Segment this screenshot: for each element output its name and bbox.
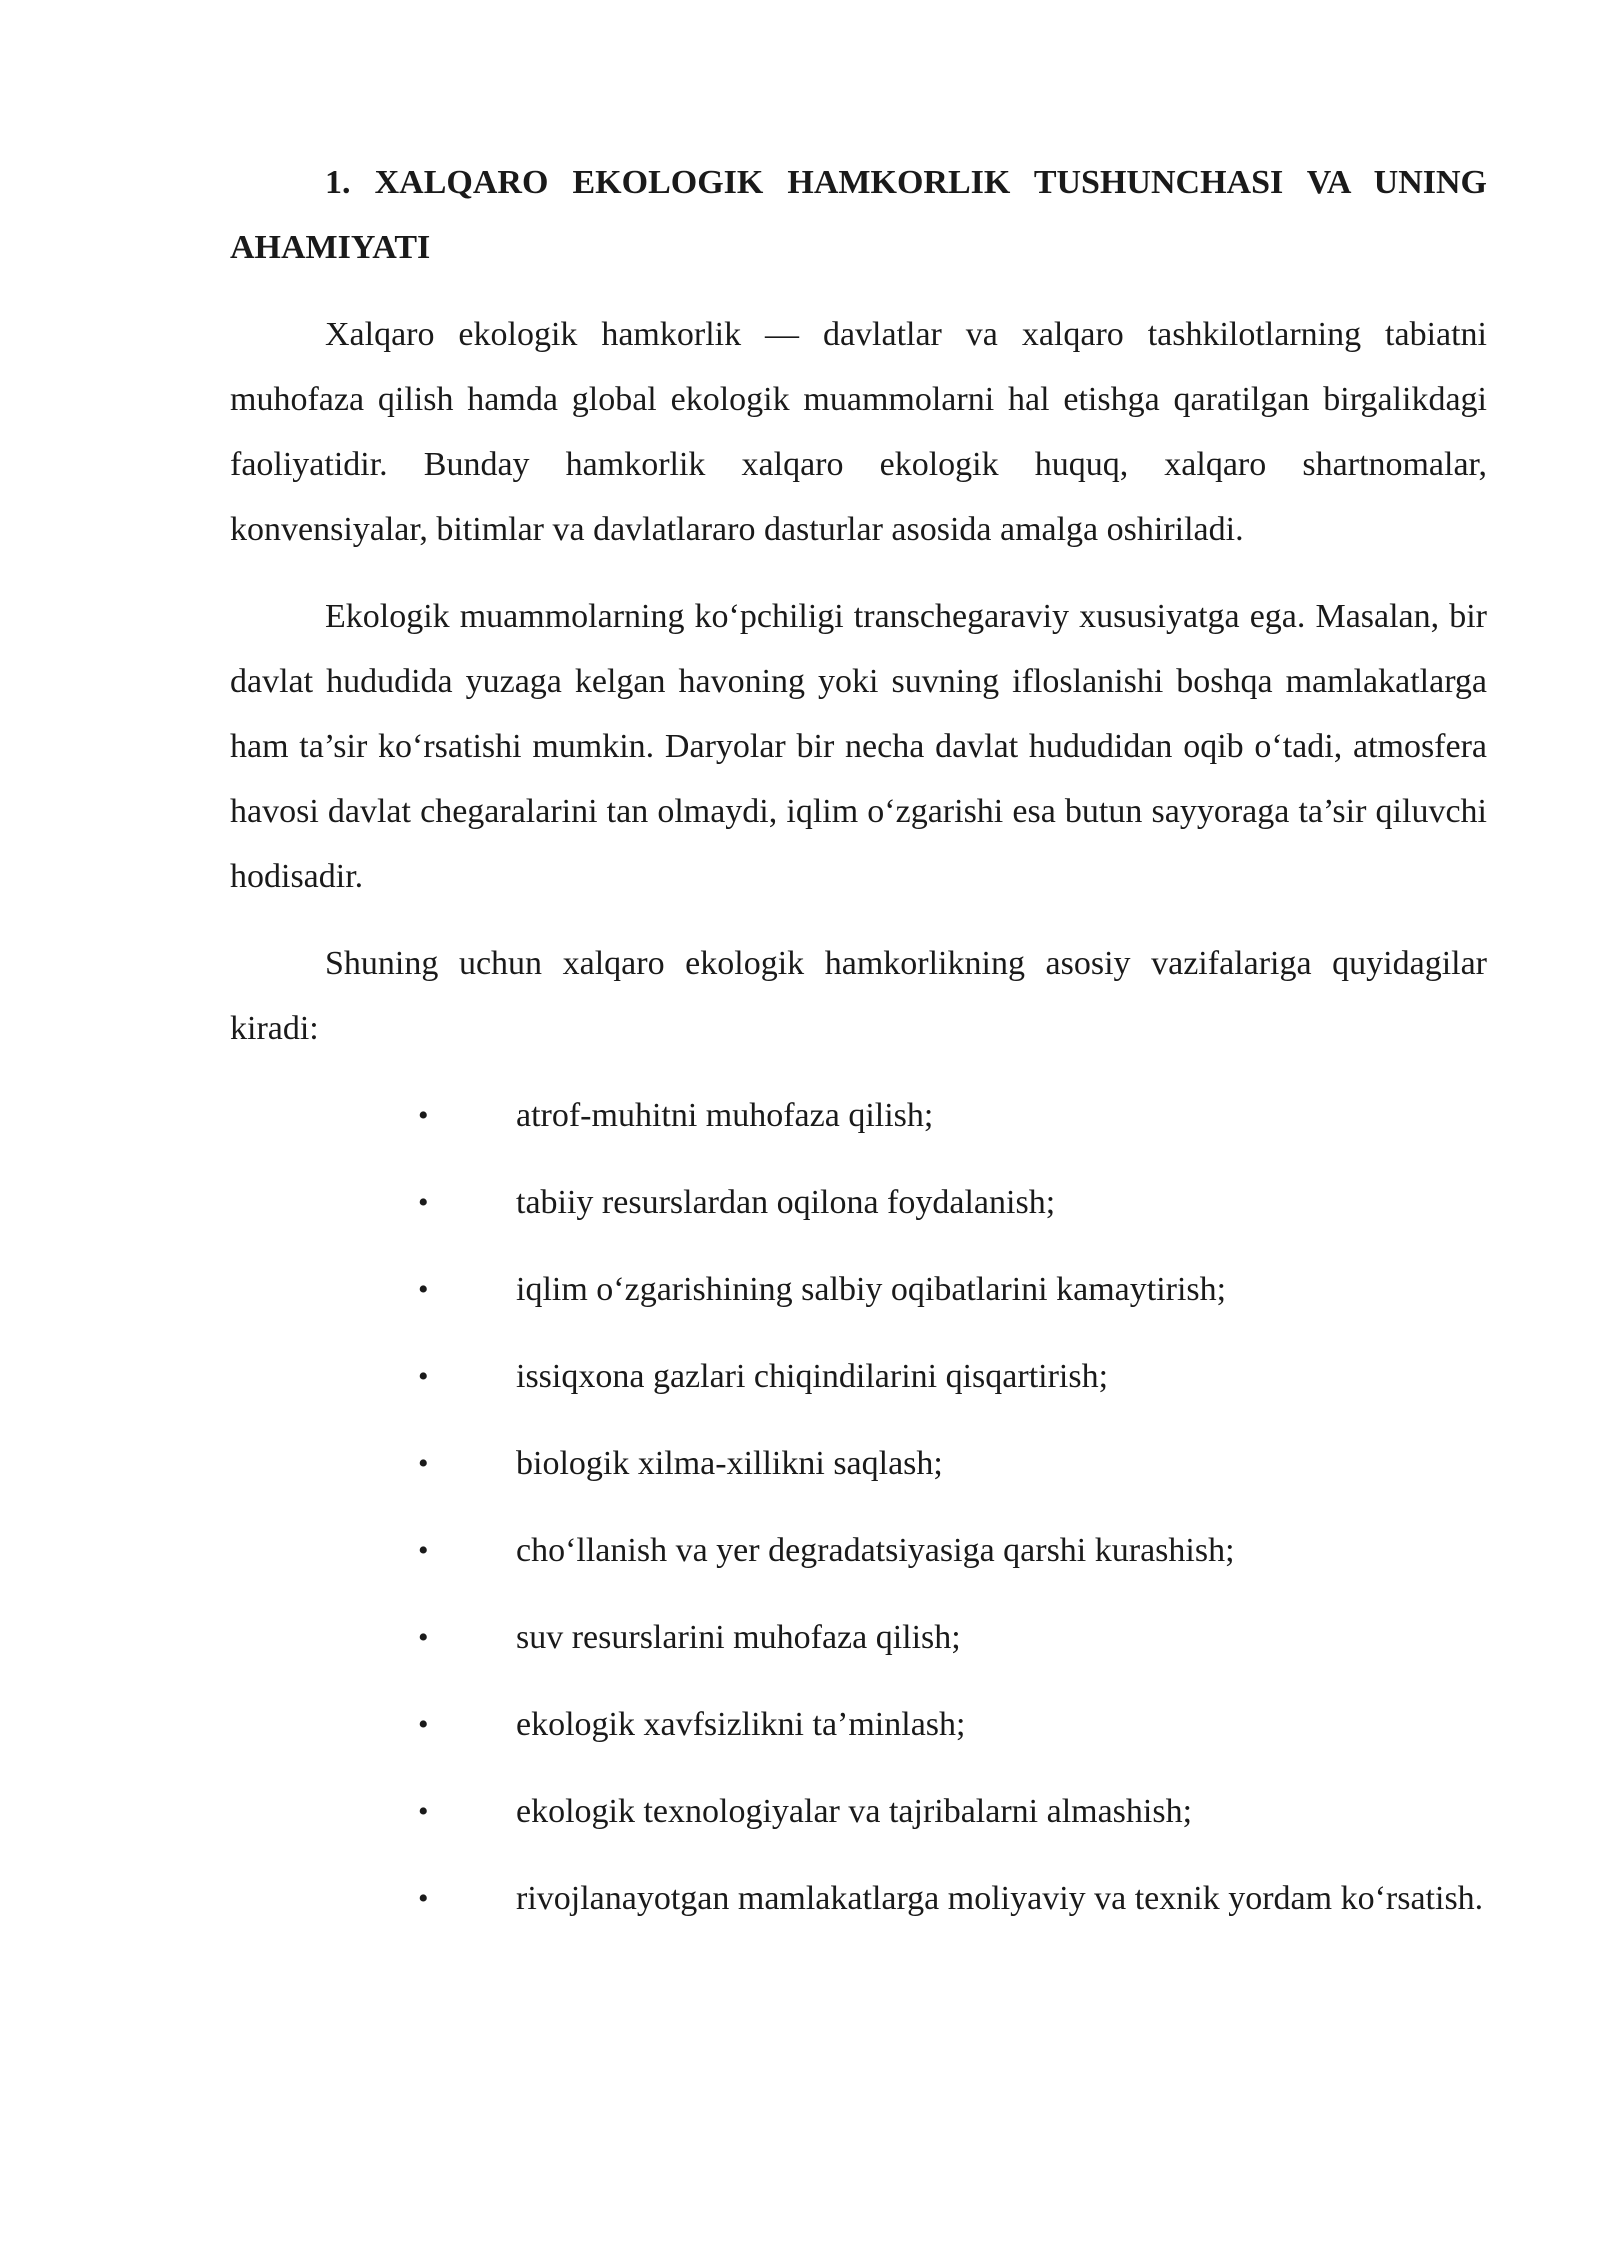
list-item-text: suv resurslarini muhofaza qilish; — [516, 1619, 961, 1656]
document-page — [230, 150, 1487, 1953]
bullet-icon: • — [418, 1621, 429, 1654]
list-item — [230, 1692, 1487, 1757]
bullet-icon: • — [418, 1186, 429, 1219]
bullet-icon: • — [418, 1447, 429, 1480]
list-item-text: ekologik texnologiyalar va tajribalarni almashish; — [516, 1793, 1193, 1830]
bullet-icon: • — [418, 1708, 429, 1741]
section-heading: 1. XALQARO EKOLOGIK HAMKORLIK TUSHUNCHASI VA UNING AHAMIYATI — [230, 164, 1487, 266]
list-item-text: rivojlanayotgan mamlakatlarga moliyaviy va texnik yordam ko‘rsatish. — [516, 1880, 1484, 1917]
bullet-icon: • — [418, 1360, 429, 1393]
list-item — [230, 1779, 1487, 1844]
list-item — [230, 1257, 1487, 1322]
list-item — [230, 1431, 1487, 1496]
list-item — [230, 1518, 1487, 1583]
bullet-icon: • — [418, 1099, 429, 1132]
list-item — [230, 1866, 1487, 1931]
list-item — [230, 1170, 1487, 1235]
paragraph-definition: Xalqaro ekologik hamkorlik — davlatlar va xalqaro tashkilotlarning tabiatni muhofaza qilish hamda global ekologik muammolarni hal etishga qaratilgan birgalikdagi faoliyatidir. Bunday hamkorlik xalqaro ekologik huquq, xalqaro shartnomalar, konvensiyalar, bitimlar va davlatlararo dasturlar asosida amalga oshiriladi. — [230, 316, 1487, 548]
list-item-text: atrof-muhitni muhofaza qilish; — [516, 1097, 934, 1134]
bullet-icon: • — [418, 1273, 429, 1306]
list-item-text: biologik xilma-xillikni saqlash; — [516, 1445, 943, 1482]
list-item-text: ekologik xavfsizlikni ta’minlash; — [516, 1706, 966, 1743]
list-item — [230, 1083, 1487, 1148]
list-item-text: cho‘llanish va yer degradatsiyasiga qarshi kurashish; — [516, 1532, 1235, 1569]
bullet-icon: • — [418, 1534, 429, 1567]
list-item-text: tabiiy resurslardan oqilona foydalanish; — [516, 1184, 1056, 1221]
bullet-icon: • — [418, 1882, 429, 1915]
tasks-list — [230, 1083, 1487, 1931]
paragraph-tasks-intro: Shuning uchun xalqaro ekologik hamkorlikning asosiy vazifalariga quyidagilar kiradi: — [230, 945, 1487, 1047]
list-item — [230, 1344, 1487, 1409]
paragraph-transboundary: Ekologik muammolarning ko‘pchiligi transchegaraviy xususiyatga ega. Masalan, bir davlat hududida yuzaga kelgan havoning yoki suvning ifloslanishi boshqa mamlakatlarga ham ta’sir ko‘rsatishi mumkin. Daryolar bir necha davlat hududidan oqib o‘tadi, atmosfera havosi davlat chegaralarini tan olmaydi, iqlim o‘zgarishi esa butun sayyoraga ta’sir qiluvchi hodisadir. — [230, 598, 1487, 895]
bullet-icon: • — [418, 1795, 429, 1828]
list-item-text: issiqxona gazlari chiqindilarini qisqartirish; — [516, 1358, 1109, 1395]
list-item-text: iqlim o‘zgarishining salbiy oqibatlarini kamaytirish; — [516, 1271, 1227, 1308]
list-item — [230, 1605, 1487, 1670]
